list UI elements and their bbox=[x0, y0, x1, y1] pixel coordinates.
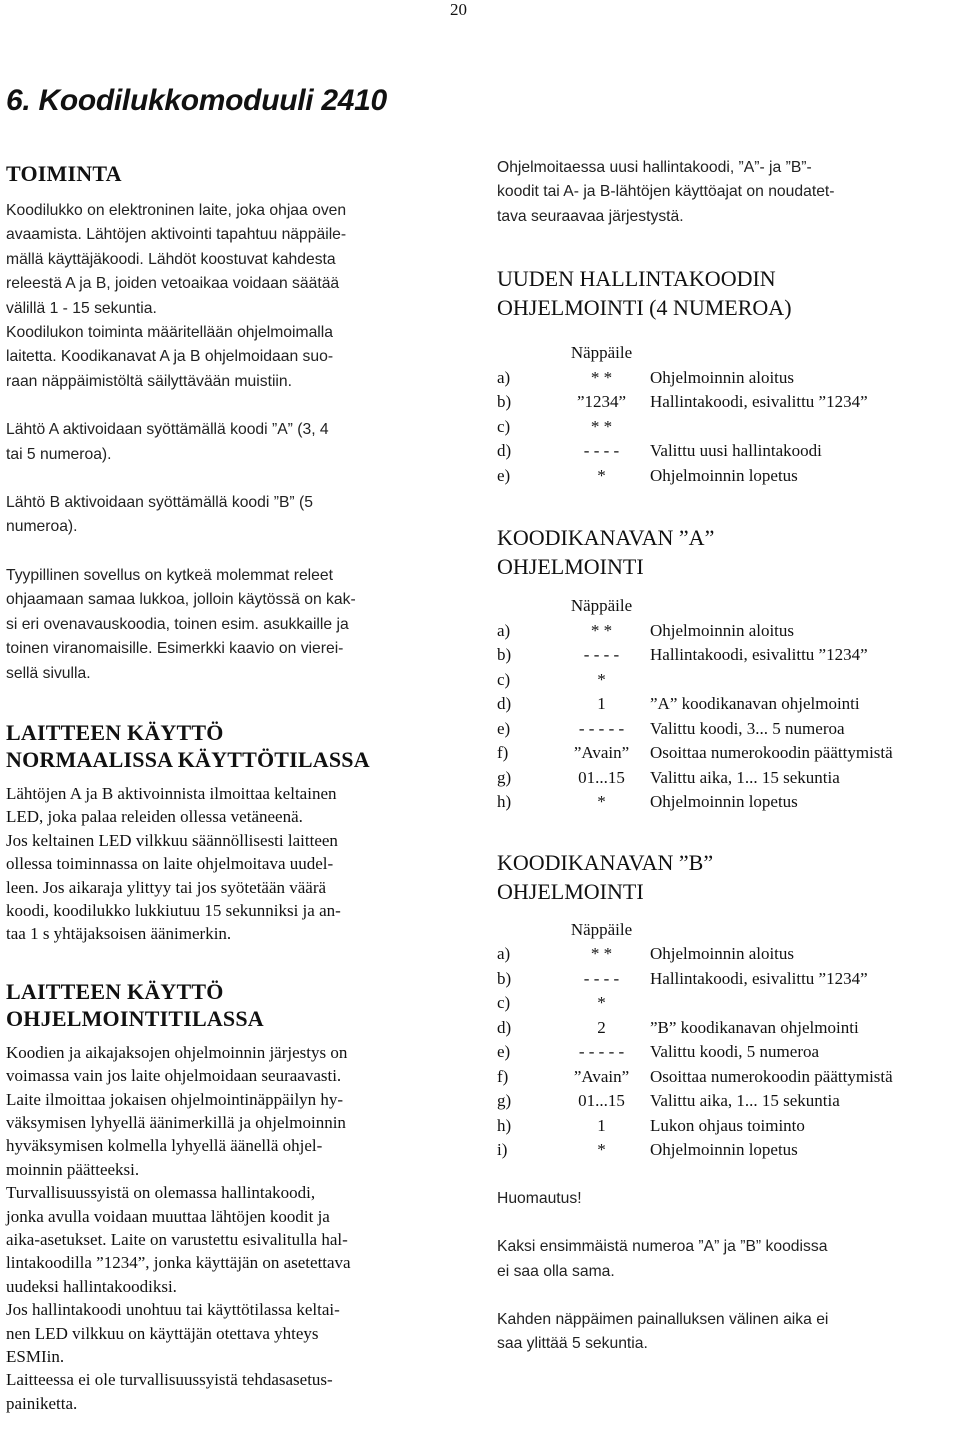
key-sequence: 1 bbox=[597, 1115, 606, 1135]
step-description: Ohjelmoinnin lopetus bbox=[650, 1140, 798, 1160]
step-description: Osoittaa numerokoodin päättymistä bbox=[650, 1066, 893, 1086]
step-label: e) bbox=[497, 1042, 511, 1062]
step-label: a) bbox=[497, 944, 511, 964]
section-title-ohjelmointi-1: LAITTEEN KÄYTTÖ bbox=[6, 978, 224, 1004]
section-title-normaali-1: LAITTEEN KÄYTTÖ bbox=[6, 719, 224, 745]
step-label: f) bbox=[497, 1066, 509, 1086]
key-sequence: * * bbox=[590, 944, 613, 964]
text-line: koodit tai A- ja B-lähtöjen käyttöajat on noudatet- bbox=[497, 183, 835, 201]
step-label: h) bbox=[497, 1115, 512, 1135]
ohjelmointi-paragraph bbox=[6, 1041, 424, 1416]
table-row bbox=[497, 619, 893, 644]
table-row bbox=[497, 766, 893, 791]
table-row bbox=[497, 1089, 893, 1114]
key-sequence: * * bbox=[590, 620, 613, 640]
step-label: g) bbox=[497, 767, 512, 787]
step-description: Hallintakoodi, esivalittu ”1234” bbox=[650, 968, 868, 988]
key-sequence: ”Avain” bbox=[573, 1066, 630, 1086]
intro-paragraph bbox=[497, 156, 952, 229]
text-line: väksymisen lyhyellä äänimerkillä ja ohjelmoinnin bbox=[6, 1112, 346, 1132]
key-sequence: - - - - - bbox=[578, 718, 625, 738]
step-label: d) bbox=[497, 694, 512, 714]
step-label: a) bbox=[497, 367, 511, 387]
step-description: Ohjelmoinnin lopetus bbox=[650, 792, 798, 812]
text-line: laitetta. Koodikanavat A ja B ohjelmoidaan suo- bbox=[6, 348, 334, 366]
step-description: Valittu aika, 1... 15 sekuntia bbox=[650, 767, 840, 787]
text-line: Laite ilmoittaa jokaisen ohjelmointinäppäilyn hy- bbox=[6, 1089, 344, 1109]
step-label: a) bbox=[497, 620, 511, 640]
text-line: Lähtö B aktivoidaan syöttämällä koodi ”B” (5 bbox=[6, 494, 313, 512]
key-sequence: - - - - bbox=[583, 645, 620, 665]
table-row bbox=[497, 741, 893, 766]
step-description: Osoittaa numerokoodin päättymistä bbox=[650, 743, 893, 763]
step-label: h) bbox=[497, 792, 512, 812]
text-line: Jos hallintakoodi unohtuu tai käyttötilassa keltai- bbox=[6, 1300, 340, 1320]
table-header-row bbox=[497, 341, 868, 366]
text-line: Laitteessa ei ole turvallisuussyistä tehdasasetus- bbox=[6, 1370, 333, 1390]
step-label: g) bbox=[497, 1091, 512, 1111]
text-line: voimassa vain jos laite ohjelmoidaan seuraavasti. bbox=[6, 1066, 342, 1086]
step-description: Ohjelmoinnin aloitus bbox=[650, 620, 795, 640]
text-line: ohjaamaan samaa lukkoa, jolloin käytössä on kak- bbox=[6, 591, 356, 609]
key-sequence: * * bbox=[590, 416, 613, 436]
toiminta-paragraph bbox=[6, 199, 424, 394]
table-row bbox=[497, 692, 893, 717]
text-line: Ohjelmoitaessa uusi hallintakoodi, ”A”- ja ”B”- bbox=[497, 159, 812, 176]
table-row bbox=[497, 668, 893, 693]
text-line: välillä 1 - 15 sekuntia. bbox=[6, 299, 157, 317]
text-line: LED, joka palaa releiden ollessa vetäneenä. bbox=[6, 807, 303, 827]
huomautus-paragraph-1 bbox=[497, 1235, 952, 1284]
step-description bbox=[650, 668, 893, 693]
key-sequence: 1 bbox=[597, 694, 606, 714]
step-label: d) bbox=[497, 441, 512, 461]
kanava-a-title-2: OHJELMOINTI bbox=[497, 554, 644, 580]
text-line: moinnin päätteeksi. bbox=[6, 1159, 140, 1179]
table-row bbox=[497, 464, 868, 489]
key-sequence: * bbox=[597, 669, 606, 689]
normaali-paragraph bbox=[6, 782, 424, 946]
table-row bbox=[497, 1138, 893, 1163]
key-sequence: * bbox=[597, 993, 606, 1013]
page-number: 20 bbox=[450, 0, 467, 19]
step-label: e) bbox=[497, 465, 511, 485]
table-row bbox=[497, 439, 868, 464]
text-line: numeroa). bbox=[6, 518, 78, 536]
text-line: koodi, koodilukko lukkiutuu 15 sekunniksi ja an- bbox=[6, 900, 341, 920]
section-title-toiminta: TOIMINTA bbox=[6, 161, 122, 186]
table-row bbox=[497, 790, 893, 815]
text-line: saa ylittää 5 sekuntia. bbox=[497, 1335, 648, 1353]
key-sequence: 01...15 bbox=[578, 1091, 625, 1111]
section-title-normaali-2: NORMAALISSA KÄYTTÖTILASSA bbox=[6, 746, 370, 772]
key-sequence: ”Avain” bbox=[573, 743, 630, 763]
text-line: sellä sivulla. bbox=[6, 664, 91, 682]
right-column bbox=[497, 156, 952, 1357]
text-line: toinen viranomaisille. Esimerkki kaavio on vierei- bbox=[6, 640, 344, 658]
table-row bbox=[497, 390, 868, 415]
text-line: Jos keltainen LED vilkkuu säännöllisesti laitteen bbox=[6, 830, 338, 850]
step-description: Hallintakoodi, esivalittu ”1234” bbox=[650, 392, 868, 412]
uuden-title-1: UUDEN HALLINTAKOODIN bbox=[497, 266, 776, 292]
step-label: f) bbox=[497, 743, 509, 763]
kanava-b-title-2: OHJELMOINTI bbox=[497, 878, 644, 904]
text-line: taa 1 s yhtäjaksoisen äänimerkin. bbox=[6, 924, 232, 944]
table-row bbox=[497, 1065, 893, 1090]
key-sequence: - - - - - bbox=[578, 1042, 625, 1062]
kanava-a-title-1: KOODIKANAVAN ”A” bbox=[497, 525, 715, 551]
key-sequence: * * bbox=[590, 367, 613, 387]
step-label: b) bbox=[497, 645, 512, 665]
huomautus-title: Huomautus! bbox=[497, 1189, 582, 1207]
step-description: Lukon ohjaus toiminto bbox=[650, 1115, 805, 1135]
tyypillinen-paragraph bbox=[6, 564, 424, 686]
text-line: hyväksymisen kolmella lyhyellä äänellä ohjel- bbox=[6, 1136, 323, 1156]
table-row bbox=[497, 1114, 893, 1139]
left-column bbox=[6, 160, 424, 1415]
step-description bbox=[650, 991, 893, 1016]
text-line: ollessa toiminnassa on laite ohjelmoitava uudel- bbox=[6, 854, 334, 874]
text-line: Turvallisuussyistä on olemassa hallintakoodi, bbox=[6, 1183, 316, 1203]
step-label: e) bbox=[497, 718, 511, 738]
text-line: ESMIin. bbox=[6, 1347, 65, 1367]
key-sequence: 2 bbox=[597, 1017, 606, 1037]
text-line: Lähtöjen A ja B aktivoinnista ilmoittaa keltainen bbox=[6, 783, 337, 803]
key-sequence: * bbox=[597, 1140, 606, 1160]
uuden-table bbox=[497, 341, 868, 488]
text-line: ei saa olla sama. bbox=[497, 1262, 615, 1280]
column-header-nappaile: Näppäile bbox=[570, 343, 633, 363]
table-row bbox=[497, 942, 893, 967]
text-line: Lähtö A aktivoidaan syöttämällä koodi ”A” (3, 4 bbox=[6, 421, 329, 439]
kanava-b-title-1: KOODIKANAVAN ”B” bbox=[497, 849, 714, 875]
step-label: d) bbox=[497, 1017, 512, 1037]
key-sequence: 01...15 bbox=[578, 767, 625, 787]
key-sequence: * bbox=[597, 465, 606, 485]
table-row bbox=[497, 991, 893, 1016]
text-line: lintakoodilla ”1234”, jonka käyttäjän on asetettava bbox=[6, 1253, 351, 1273]
huomautus-paragraph-2 bbox=[497, 1308, 952, 1357]
step-label: b) bbox=[497, 968, 512, 988]
table-row bbox=[497, 967, 893, 992]
step-description: Ohjelmoinnin aloitus bbox=[650, 944, 795, 964]
column-header-nappaile: Näppäile bbox=[570, 596, 633, 616]
text-line: Tyypillinen sovellus on kytkeä molemmat releet bbox=[6, 566, 333, 584]
table-row bbox=[497, 415, 868, 440]
text-line: uudeksi hallintakoodiksi. bbox=[6, 1276, 177, 1296]
text-line: aika-asetukset. Laite on varustettu esivalitulla hal- bbox=[6, 1230, 348, 1249]
key-sequence: - - - - bbox=[583, 968, 620, 988]
step-description: Ohjelmoinnin aloitus bbox=[650, 367, 795, 387]
kanava-b-table bbox=[497, 918, 893, 1163]
step-label: i) bbox=[497, 1140, 508, 1160]
uuden-title-2: OHJELMOINTI (4 NUMEROA) bbox=[497, 295, 792, 321]
step-description: Valittu koodi, 3... 5 numeroa bbox=[650, 718, 845, 738]
step-description bbox=[650, 415, 868, 440]
text-line: Kaksi ensimmäistä numeroa ”A” ja ”B” koodissa bbox=[497, 1238, 828, 1256]
key-sequence: * bbox=[597, 792, 606, 812]
table-row bbox=[497, 366, 868, 391]
table-row bbox=[497, 643, 893, 668]
step-label: c) bbox=[497, 416, 511, 436]
lahto-b-paragraph bbox=[6, 491, 424, 540]
text-line: tai 5 numeroa). bbox=[6, 445, 112, 463]
step-label: b) bbox=[497, 392, 512, 412]
key-sequence: - - - - bbox=[583, 441, 620, 461]
text-line: releestä A ja B, joiden vetoaikaa voidaan säätää bbox=[6, 275, 340, 293]
step-label: c) bbox=[497, 669, 511, 689]
step-description: ”B” koodikanavan ohjelmointi bbox=[650, 1017, 859, 1037]
key-sequence: ”1234” bbox=[576, 392, 627, 412]
text-line: si eri ovenavauskoodia, toinen esim. asukkaille ja bbox=[6, 615, 349, 633]
section-title-ohjelmointi-2: OHJELMOINTITILASSA bbox=[6, 1005, 264, 1031]
step-description: Hallintakoodi, esivalittu ”1234” bbox=[650, 645, 868, 665]
text-line: Koodilukko on elektroninen laite, joka ohjaa oven bbox=[6, 202, 347, 219]
text-line: jonka avulla voidaan muuttaa lähtöjen koodit ja bbox=[6, 1206, 330, 1226]
text-line: avaamista. Lähtöjen aktivointi tapahtuu näppäile- bbox=[6, 226, 347, 244]
chapter-title: 6. Koodilukkomoduuli 2410 bbox=[6, 84, 387, 117]
text-line: nen LED vilkkuu on käyttäjän otettava yhteys bbox=[6, 1323, 319, 1343]
table-header-row bbox=[497, 918, 893, 943]
table-row bbox=[497, 1016, 893, 1041]
kanava-a-table bbox=[497, 594, 893, 815]
text-line: Koodien ja aikajaksojen ohjelmoinnin järjestys on bbox=[6, 1042, 348, 1062]
step-description: Valittu koodi, 5 numeroa bbox=[650, 1042, 820, 1062]
step-description: Ohjelmoinnin lopetus bbox=[650, 465, 798, 485]
text-line: Kahden näppäimen painalluksen välinen aika ei bbox=[497, 1310, 829, 1328]
text-line: Koodilukon toiminta määritellään ohjelmoimalla bbox=[6, 324, 333, 342]
text-line: leen. Jos aikaraja ylittyy tai jos syötetään väärä bbox=[6, 877, 327, 897]
table-row bbox=[497, 717, 893, 742]
step-description: Valittu uusi hallintakoodi bbox=[650, 441, 822, 461]
text-line: tava seuraavaa järjestystä. bbox=[497, 207, 684, 225]
step-description: Valittu aika, 1... 15 sekuntia bbox=[650, 1091, 840, 1111]
table-row bbox=[497, 1040, 893, 1065]
step-description: ”A” koodikanavan ohjelmointi bbox=[650, 694, 860, 714]
text-line: mällä käyttäjäkoodi. Lähdöt koostuvat kahdesta bbox=[6, 250, 336, 268]
column-header-nappaile: Näppäile bbox=[570, 919, 633, 939]
table-header-row bbox=[497, 594, 893, 619]
lahto-a-paragraph bbox=[6, 418, 424, 467]
text-line: raan näppäimistöltä säilyttävään muistiin. bbox=[6, 372, 293, 390]
text-line: painiketta. bbox=[6, 1393, 78, 1413]
step-label: c) bbox=[497, 993, 511, 1013]
